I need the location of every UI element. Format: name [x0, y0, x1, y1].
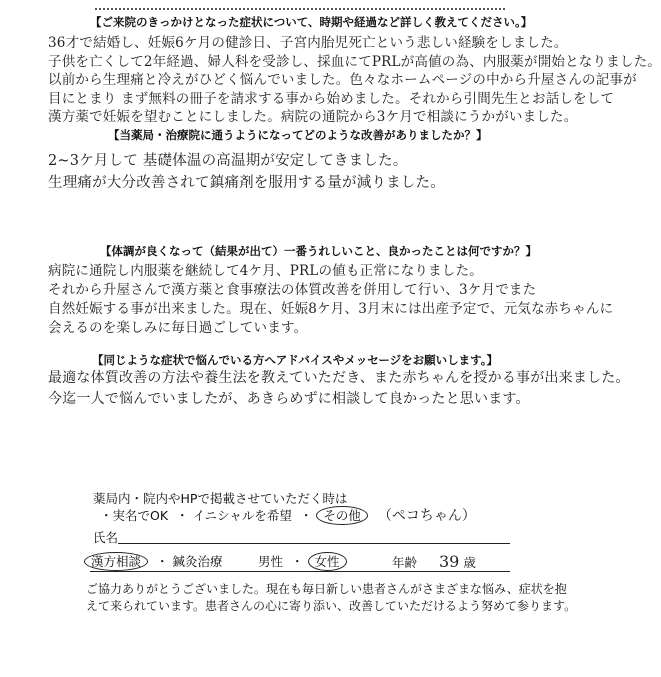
thanks-line-2: えて来られています。患者さんの心に寄り添い、改善していただけるよう努めて参ります。: [86, 599, 577, 613]
answer-line: 子供を亡くして2年経過、婦人科を受診し、採血にてPRLが高値の為、内服薬が開始となりました。: [48, 53, 661, 70]
question-1-label: 【ご来院のきっかけとなった症状について、時期や経過など詳しく教えてください。】: [90, 15, 533, 29]
answer-4: [48, 368, 630, 410]
answer-line: 生理痛が大分改善されて鎮痛剤を服用する量が減りました。: [48, 175, 445, 191]
gender-female-circled[interactable]: 女性: [308, 552, 347, 571]
question-3-label: 【体調が良くなって（結果が出て）一番うれしいこと、良かったことは何ですか？】: [100, 244, 537, 258]
answer-line: 2~3ケ月して 基礎体温の高温期が安定してきました。: [48, 153, 408, 169]
answer-line: 会えるのを楽しみに毎日過ごしています。: [48, 320, 308, 336]
treatment-acupuncture[interactable]: 鍼灸治療: [172, 554, 223, 569]
age-field: [392, 552, 476, 571]
option-realname[interactable]: 実名でOK: [112, 508, 169, 523]
answer-line: 36才で結婚し、妊娠6ケ月の健診日、子宮内胎児死亡という悲しい経験をしました。: [48, 35, 568, 51]
answer-line: 漢方薬で妊娠を望むことにしました。病院の通院から3ケ月で相談にうかがいました。: [48, 109, 578, 125]
publish-options: [100, 505, 476, 525]
answer-line: 最適な体質改善の方法や養生法を教えていただき、また赤ちゃんを授かる事が出来ました。: [48, 370, 630, 386]
age-label: 年齢: [392, 555, 418, 570]
bullet-dot: ・: [291, 554, 304, 569]
top-dotted-divider: [95, 8, 505, 10]
answer-line: 自然妊娠する事が出来ました。現在、妊娠8ケ月、3月末には出産予定で、元気な赤ちゃんに: [48, 301, 614, 317]
treatment-options: [84, 552, 223, 570]
answer-1: [48, 34, 661, 127]
option-initial[interactable]: イニシャルを希望: [192, 508, 292, 523]
answer-line: 以前から生理痛と冷えがひどく悩んでいました。色々なホームページの中から升屋さんの記事が: [48, 72, 637, 88]
answer-2: [48, 150, 568, 194]
treatment-underline: [90, 571, 510, 572]
age-unit: 歳: [463, 555, 476, 570]
bullet-dot: ・: [299, 508, 313, 523]
option-other-circled[interactable]: その他: [316, 506, 368, 525]
answer-line: 目にとまり まず無料の冊子を請求する事から始めました。それから引間先生とお話しをして: [48, 90, 615, 107]
bullet-dot: ・: [156, 554, 169, 569]
answer-line: 今迄一人で悩んでいましたが、あきらめずに相談して良かったと思います。: [48, 391, 530, 407]
name-label: 氏名: [93, 530, 119, 545]
thanks-line-1: ご協力ありがとうございました。現在も毎日新しい患者さんがさまざまな悩み、症状を抱: [86, 582, 567, 596]
bullet-dot: ・: [100, 508, 113, 523]
age-value: 39: [439, 552, 460, 571]
other-value: （ペコちゃん）: [377, 508, 476, 524]
name-underline: [118, 543, 510, 544]
answer-3: [48, 262, 614, 338]
bullet-dot: ・: [176, 508, 189, 523]
question-2-label: 【当薬局・治療院に通うようになってどのような改善がありましたか？】: [108, 128, 488, 142]
answer-line: 病院に通院し内服薬を継続して4ケ月、PRLの値も正常になりました。: [48, 263, 483, 279]
publish-consent-label: 薬局内・院内やHPで掲載させていただく時は: [93, 491, 348, 506]
gender-options: [258, 552, 347, 570]
gender-male[interactable]: 男性: [258, 554, 284, 569]
answer-line: それから升屋さんで漢方薬と食事療法の体質改善を併用して行い、3ケ月でまた: [48, 282, 537, 298]
question-4-label: 【同じような症状で悩んでいる方へアドバイスやメッセージをお願いします。】: [92, 353, 498, 367]
treatment-kampo-circled[interactable]: 漢方相談: [84, 552, 148, 571]
